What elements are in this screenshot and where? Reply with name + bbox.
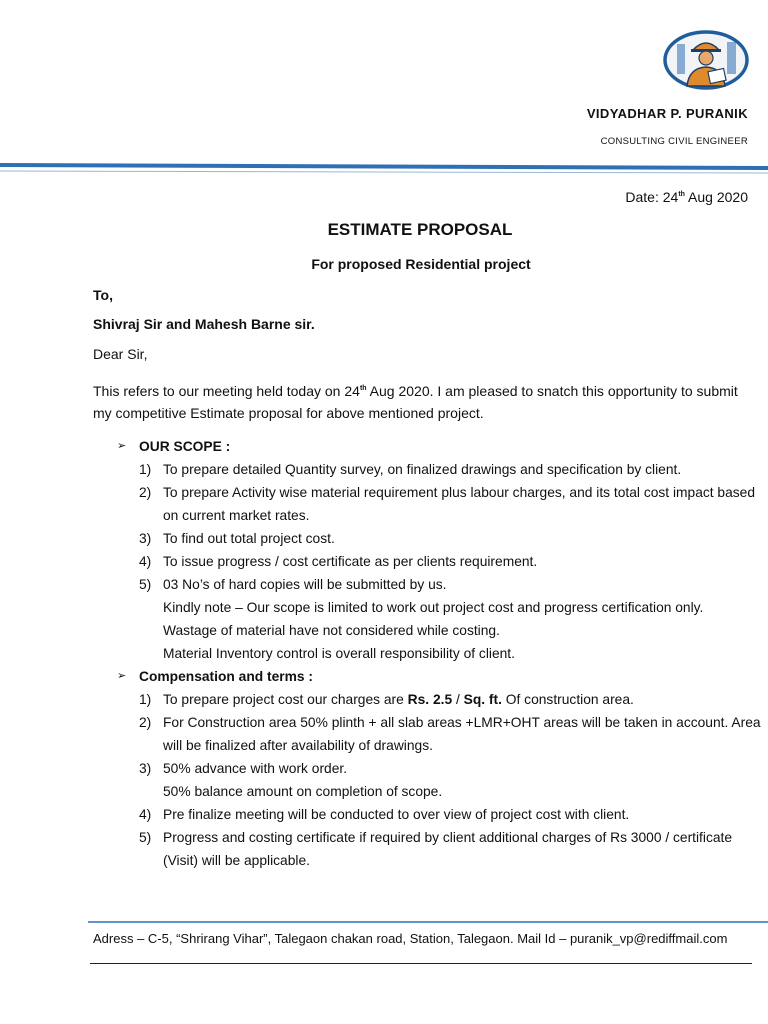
intro-paragraph: This refers to our meeting held today on 24th Aug 2020. I am pleased to snatch this opportunity to submit my competitive Estimate proposal for above mentioned project.	[93, 383, 738, 421]
list-item: 3) To find out total project cost.	[139, 531, 335, 546]
footer-rule	[88, 921, 768, 923]
list-item: 3) 50% advance with work order.	[139, 761, 348, 776]
salutation: Dear Sir,	[93, 346, 148, 362]
list-item: 5) 03 No’s of hard copies will be submitted by us.	[139, 577, 447, 592]
scope-note: Kindly note – Our scope is limited to work out project cost and progress certification only.	[163, 600, 704, 615]
document-date: Date: 24th Aug 2020	[625, 189, 748, 205]
bottom-rule	[90, 963, 752, 964]
list-item: 2) To prepare Activity wise material requirement plus labour charges, and its total cost impact based on current market rates.	[139, 485, 756, 523]
footer-address: Adress – C-5, “Shrirang Vihar”, Talegaon chakan road, Station, Talegaon. Mail Id – puranik_vp@rediffmail.com	[93, 931, 728, 946]
scope-note: Material Inventory control is overall responsibility of client.	[163, 646, 515, 661]
company-name: VIDYADHAR P. PURANIK	[586, 106, 748, 121]
scope-heading: ➢ OUR SCOPE :	[93, 435, 768, 458]
recipient: Shivraj Sir and Mahesh Barne sir.	[93, 316, 315, 332]
list-item: 4) Pre finalize meeting will be conducted to over view of project cost with client.	[139, 807, 630, 822]
scope-note: Wastage of material have not considered while costing.	[163, 623, 500, 638]
list-item: 1) To prepare detailed Quantity survey, on finalized drawings and specification by client.	[139, 462, 682, 477]
document-subtitle: For proposed Residential project	[311, 256, 531, 272]
to-label: To,	[93, 287, 113, 303]
compensation-note: 50% balance amount on completion of scope.	[163, 784, 443, 799]
company-subtitle: CONSULTING CIVIL ENGINEER	[600, 136, 748, 147]
engineer-logo-icon	[663, 30, 749, 90]
arrow-bullet-icon: ➢	[117, 670, 127, 682]
list-item: 1) To prepare project cost our charges are Rs. 2.5 / Sq. ft. Of construction area.	[139, 692, 634, 707]
scope-section	[93, 435, 768, 872]
compensation-heading: ➢ Compensation and terms :	[93, 665, 768, 688]
header-rule	[0, 160, 768, 174]
list-item: 2) For Construction area 50% plinth + all slab areas +LMR+OHT areas will be taken in account. Area will be finalized after availability of drawings.	[139, 715, 761, 753]
arrow-bullet-icon: ➢	[117, 440, 127, 452]
document-title: ESTIMATE PROPOSAL	[327, 220, 513, 239]
list-item: 5) Progress and costing certificate if required by client additional charges of Rs 3000 / certificate (Visit) will be applicable.	[139, 830, 733, 868]
list-item: 4) To issue progress / cost certificate as per clients requirement.	[139, 554, 538, 569]
